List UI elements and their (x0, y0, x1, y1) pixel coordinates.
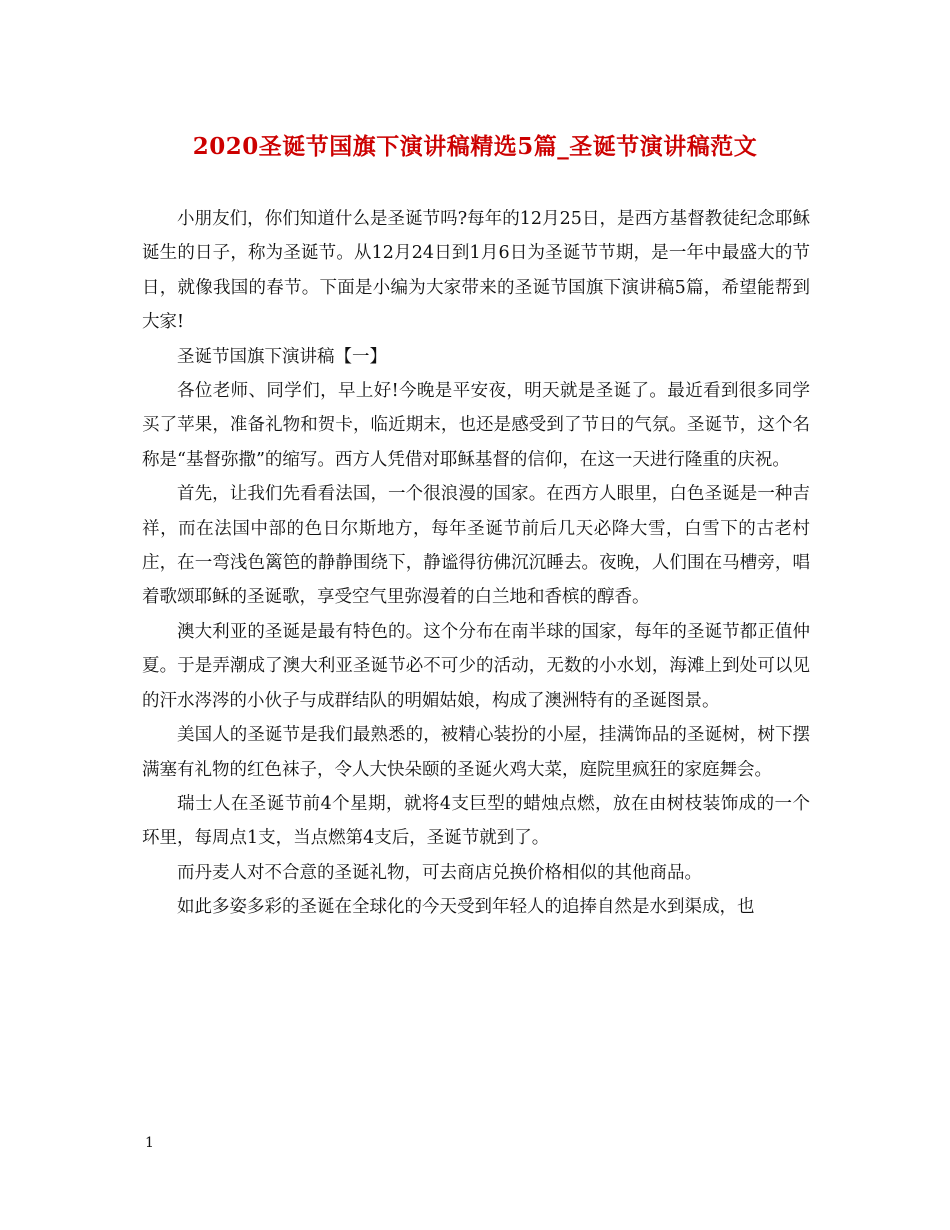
document-body (142, 202, 810, 925)
page-number: 1 (145, 1135, 154, 1151)
paragraph-france: 首先，让我们先看看法国，一个很浪漫的国家。在西方人眼里，白色圣诞是一种吉祥，而在法国中部的色日尔斯地方，每年圣诞节前后几天必降大雪，白雪下的古老村庄，在一弯浅色篱笆的静静围绕下，静谧得彷佛沉沉睡去。夜晚，人们围在马槽旁，唱着歌颂耶稣的圣诞歌，享受空气里弥漫着的白兰地和香槟的醇香。 (142, 484, 810, 608)
paragraph-greeting: 各位老师、同学们，早上好!今晚是平安夜，明天就是圣诞了。最近看到很多同学买了苹果，准备礼物和贺卡，临近期末，也还是感受到了节日的气氛。圣诞节，这个名称是“基督弥撒”的缩写。西方人凭借对耶稣基督的信仰，在这一天进行隆重的庆祝。 (142, 381, 810, 470)
paragraph-switzerland: 瑞士人在圣诞节前4个星期，就将4支巨型的蜡烛点燃，放在由树枝装饰成的一个环里，每周点1支，当点燃第4支后，圣诞节就到了。 (142, 793, 810, 849)
paragraph-australia: 澳大利亚的圣诞是最有特色的。这个分布在南半球的国家，每年的圣诞节都正值仲夏。于是弄潮成了澳大利亚圣诞节必不可少的活动，无数的小水划，海滩上到处可以见的汗水涔涔的小伙子与成群结队的明媚姑娘，构成了澳洲特有的圣诞图景。 (142, 621, 810, 711)
paragraph-denmark: 而丹麦人对不合意的圣诞礼物，可去商店兑换价格相似的其他商品。 (177, 862, 702, 883)
document-title: 2020圣诞节国旗下演讲稿精选5篇_圣诞节演讲稿范文 (192, 133, 758, 160)
paragraph-intro: 小朋友们，你们知道什么是圣诞节吗?每年的12月25日，是西方基督教徒纪念耶稣诞生的日子，称为圣诞节。从12月24日到1月6日为圣诞节节期，是一年中最盛大的节日，就像我国的春节。下面是小编为大家带来的圣诞节国旗下演讲稿5篇，希望能帮到大家! (142, 209, 810, 333)
paragraph-closing: 如此多姿多彩的圣诞在全球化的今天受到年轻人的追捧自然是水到渠成，也 (177, 897, 755, 918)
paragraph-usa: 美国人的圣诞节是我们最熟悉的，被精心装扮的小屋，挂满饰品的圣诞树，树下摆满塞有礼物的红色袜子，令人大快朵颐的圣诞火鸡大菜，庭院里疯狂的家庭舞会。 (142, 725, 810, 780)
section-heading-one: 圣诞节国旗下演讲稿【一】 (177, 346, 387, 367)
